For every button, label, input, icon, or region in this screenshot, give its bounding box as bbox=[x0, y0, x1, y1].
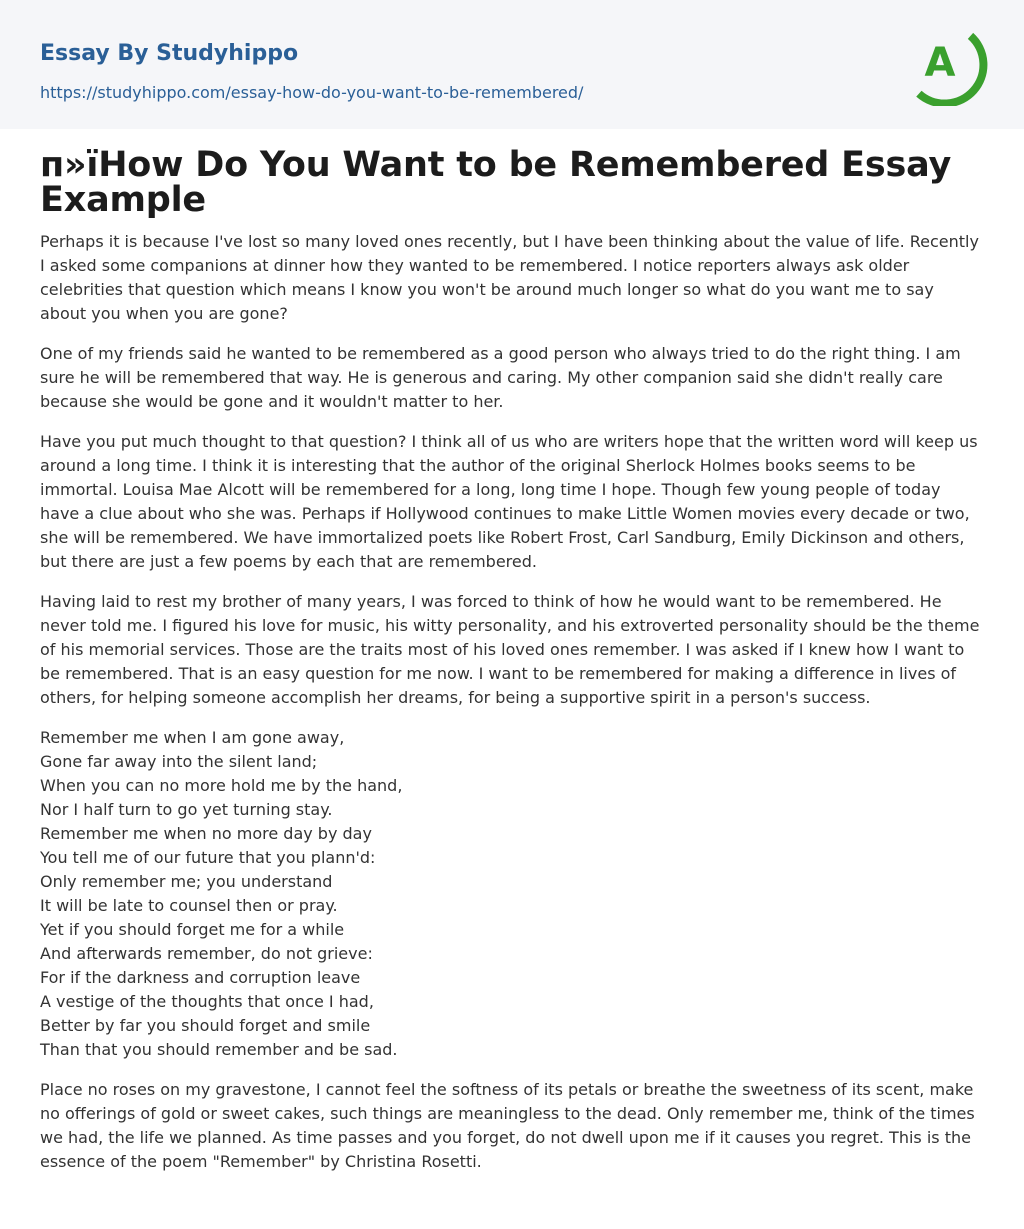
logo-letter: A bbox=[924, 40, 956, 86]
poem-line: Only remember me; you understand bbox=[40, 872, 333, 891]
poem-line: A vestige of the thoughts that once I had, bbox=[40, 992, 374, 1011]
poem-line: Than that you should remember and be sad. bbox=[40, 1040, 398, 1059]
essay-body bbox=[40, 230, 984, 1174]
poem-line: You tell me of our future that you plann'd: bbox=[40, 848, 376, 867]
studyhippo-logo-icon[interactable] bbox=[908, 18, 988, 106]
essay-paragraph: Place no roses on my gravestone, I cannot feel the softness of its petals or breathe the sweetness of its scent, make no offerings of gold or sweet cakes, such things are meaningless to the dead. Only remember me, think of the times we had, the life we planned. As time passes and you forget, do not dwell upon me if it causes you regret. This is the essence of the poem "Remember" by Christina Rosetti. bbox=[40, 1080, 975, 1171]
poem-line: Remember me when no more day by day bbox=[40, 824, 372, 843]
site-header bbox=[0, 0, 1024, 129]
page-title: п»їHow Do You Want to be Remembered Essay Example bbox=[40, 145, 952, 220]
poem-line: For if the darkness and corruption leave bbox=[40, 968, 361, 987]
essay-paragraph: One of my friends said he wanted to be remembered as a good person who always tried to do the right thing. I am sure he will be remembered that way. He is generous and caring. My other companion said she didn't really care because she would be gone and it wouldn't matter to her. bbox=[40, 344, 961, 411]
poem bbox=[40, 726, 984, 1062]
poem-line: Better by far you should forget and smile bbox=[40, 1016, 371, 1035]
poem-line: When you can no more hold me by the hand, bbox=[40, 776, 403, 795]
poem-line: It will be late to counsel then or pray. bbox=[40, 896, 338, 915]
essay-paragraph: Perhaps it is because I've lost so many loved ones recently, but I have been thinking about the value of life. Recently I asked some companions at dinner how they wanted to be remembered. I notice reporters always ask older celebrities that question which means I know you won't be around much longer so what do you want me to say about you when you are gone? bbox=[40, 232, 979, 323]
essay-paragraph: Have you put much thought to that question? I think all of us who are writers hope that the written word will keep us around a long time. I think it is interesting that the author of the original Sherlock Holmes books seems to be immortal. Louisa Mae Alcott will be remembered for a long, long time I hope. Though few young people of today have a clue about who she was. Perhaps if Hollywood continues to make Little Women movies every decade or two, she will be remembered. We have immortalized poets like Robert Frost, Carl Sandburg, Emily Dickinson and others, but there are just a few poems by each that are remembered. bbox=[40, 432, 978, 571]
site-title[interactable]: Essay By Studyhippo bbox=[40, 41, 299, 66]
poem-line: Remember me when I am gone away, bbox=[40, 728, 345, 747]
poem-line: Nor I half turn to go yet turning stay. bbox=[40, 800, 333, 819]
article bbox=[40, 145, 984, 1190]
poem-line: Gone far away into the silent land; bbox=[40, 752, 318, 771]
poem-line: Yet if you should forget me for a while bbox=[40, 920, 345, 939]
essay-paragraph: Having laid to rest my brother of many years, I was forced to think of how he would want to be remembered. He never told me. I figured his love for music, his witty personality, and his extroverted personality should be the theme of his memorial services. Those are the traits most of his loved ones remember. I was asked if I knew how I want to be remembered. That is an easy question for me now. I want to be remembered for making a difference in lives of others, for helping someone accomplish her dreams, for being a supportive spirit in a person's success. bbox=[40, 592, 980, 707]
poem-line: And afterwards remember, do not grieve: bbox=[40, 944, 373, 963]
page-url-link[interactable]: https://studyhippo.com/essay-how-do-you-want-to-be-remembered/ bbox=[40, 83, 584, 102]
